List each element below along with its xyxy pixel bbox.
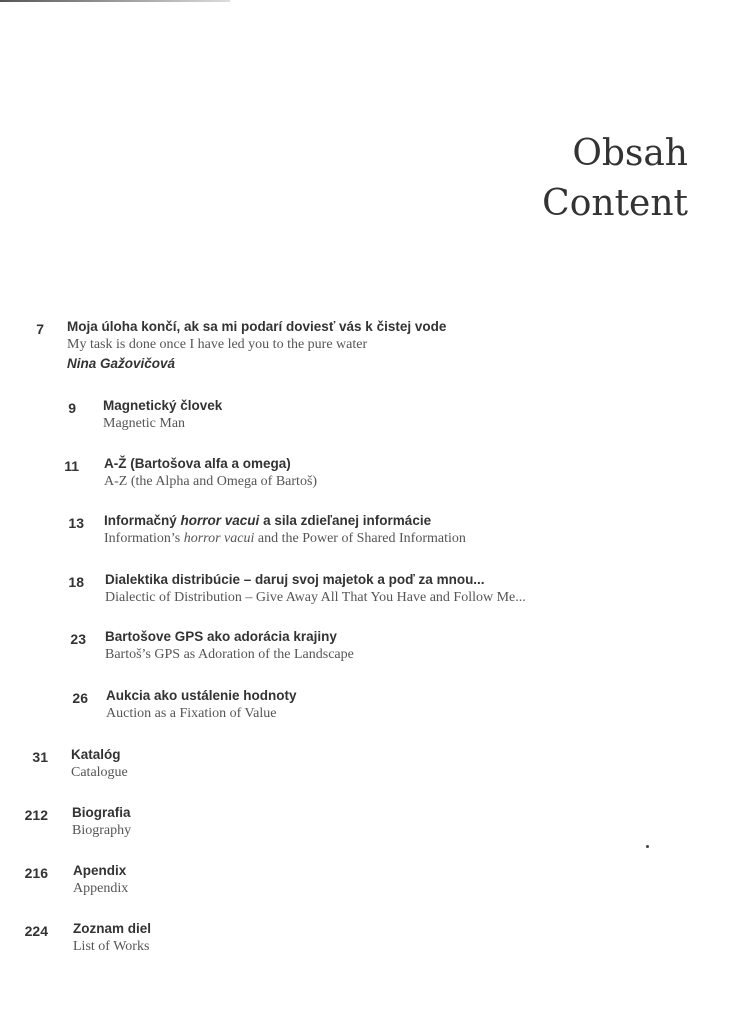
page-number: 7 — [36, 321, 44, 337]
toc-entry[interactable] — [105, 572, 526, 606]
toc-entry[interactable] — [71, 747, 128, 781]
entry-title-en: A-Z (the Alpha and Omega of Bartoš) — [104, 474, 318, 489]
page-number: 23 — [70, 631, 86, 647]
entry-title-en: Magnetic Man — [103, 416, 186, 431]
entry-title-sk-italic: horror vacui — [180, 513, 260, 528]
entry-title-sk: Zoznam diel — [73, 921, 152, 936]
entry-title-en-italic: horror vacui — [183, 531, 255, 546]
entry-title-en: Catalogue — [71, 765, 128, 780]
title-sk: Obsah — [572, 133, 688, 174]
entry-title-sk: Biografia — [72, 805, 131, 820]
toc-entry[interactable] — [104, 513, 466, 547]
toc-entry[interactable] — [105, 629, 354, 663]
entry-title-sk: Magnetický človek — [103, 398, 223, 413]
page-number: 11 — [64, 458, 79, 474]
page-number: 13 — [68, 515, 84, 531]
toc-entry[interactable] — [106, 688, 297, 722]
page-number: 18 — [68, 574, 84, 590]
entry-title-en: List of Works — [73, 939, 150, 954]
entry-title-sk: Apendix — [73, 863, 127, 878]
page-number: 9 — [68, 400, 76, 416]
toc-entry[interactable] — [104, 456, 317, 490]
toc-entry[interactable] — [73, 921, 151, 955]
page-number: 216 — [24, 865, 48, 881]
page-number: 212 — [24, 807, 48, 823]
toc-entry[interactable] — [103, 398, 222, 432]
entry-title-en: Dialectic of Distribution – Give Away All That You Have and Follow Me... — [105, 590, 526, 605]
page-number: 224 — [24, 923, 48, 939]
entry-title-en — [104, 531, 466, 547]
entry-title-en: Bartoš’s GPS as Adoration of the Landscape — [105, 647, 354, 662]
entry-title-en: Appendix — [73, 881, 129, 896]
entry-title-sk: Dialektika distribúcie – daruj svoj majetok a poď za mnou... — [105, 572, 485, 587]
entry-title-sk: A-Ž (Bartošova alfa a omega) — [104, 456, 291, 471]
entry-title-en-part: Information’s — [104, 531, 184, 546]
entry-title-sk: Moja úloha končí, ak sa mi podarí doviesť vás k čistej vode — [67, 319, 447, 334]
toc-entry[interactable] — [67, 319, 446, 371]
toc-entry[interactable] — [73, 863, 128, 897]
entry-title-sk: Aukcia ako ustálenie hodnoty — [106, 688, 297, 703]
scan-speck — [646, 845, 649, 848]
entry-title-sk-part: Informačný — [104, 513, 181, 528]
entry-title-sk — [104, 513, 466, 528]
entry-title-sk: Katalóg — [71, 747, 121, 762]
entry-title-sk: Bartošove GPS ako adorácia krajiny — [105, 629, 337, 644]
entry-title-en: Auction as a Fixation of Value — [106, 706, 277, 721]
toc-entry[interactable] — [72, 805, 131, 839]
entry-title-sk-part: a sila zdieľanej informácie — [259, 513, 432, 528]
title-en: Content — [542, 183, 688, 224]
entry-author: Nina Gažovičová — [67, 356, 176, 371]
entry-title-en-part: and the Power of Shared Information — [254, 531, 466, 546]
page-number: 26 — [72, 690, 88, 706]
entry-title-en: My task is done once I have led you to the pure water — [67, 337, 368, 352]
scan-edge-line — [0, 0, 230, 2]
page-number: 31 — [32, 749, 48, 765]
entry-title-en: Biography — [72, 823, 132, 838]
